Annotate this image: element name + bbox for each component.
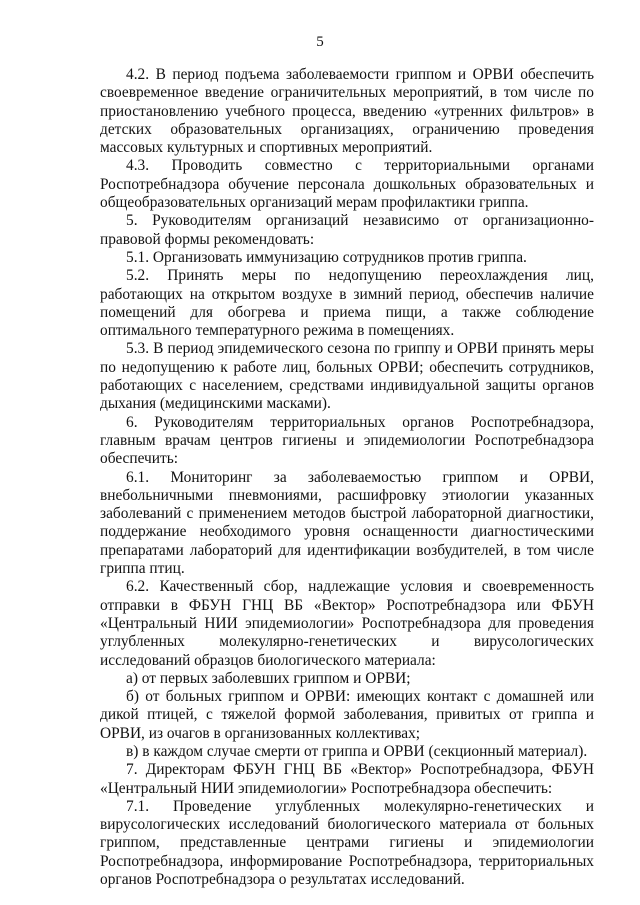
list-item-v: в) в каждом случае смерти от гриппа и ОРВИ (секционный материал).: [126, 742, 588, 760]
paragraph-4-2: 4.2. В период подъема заболеваемости гриппом и ОРВИ обеспечить своевременное введение ограничительных мероприятий, в том числе по приостановлению учебного процесса, введению «утренних фильтров» в детских образовательных организациях, ограничению проведения массовых культурных и спортивных мероприятий.: [100, 66, 594, 157]
paragraph-5-3: 5.3. В период эпидемического сезона по гриппу и ОРВИ принять меры по недопущению к работе лиц, больных ОРВИ; обеспечить сотрудников, работающих с населением, средствами индивидуальной защиты органов дыхания (медицинскими масками).: [100, 340, 594, 413]
paragraph-5-2: 5.2. Принять меры по недопущению переохлаждения лиц, работающих на открытом воздухе в зимний период, обеспечив наличие помещений для обогрева и приема пищи, а также соблюдение оптимального температурного режима в помещениях.: [100, 267, 594, 340]
paragraph-5: 5. Руководителям организаций независимо от организационно-правовой формы рекомендовать:: [100, 212, 594, 248]
paragraph-6-2: 6.2. Качественный сбор, надлежащие условия и своевременность отправки в ФБУН ГНЦ ВБ «Вектор» Роспотребнадзора или ФБУН «Центральный НИИ эпидемиологии» Роспотребнадзора для проведения углубленных молекулярно-генетических и вирусологических исследований образцов биологического материала:: [100, 578, 594, 669]
paragraph-5-1: 5.1. Организовать иммунизацию сотрудников против гриппа.: [126, 248, 527, 266]
paragraph-6-1: 6.1. Мониторинг за заболеваемостью гриппом и ОРВИ, внебольничными пневмониями, расшифровку этиологии указанных заболеваний с применением методов быстрой лабораторной диагностики, поддержание необходимого уровня оснащенности диагностическими препаратами лабораторий для идентификации возбудителей, в том числе гриппа птиц.: [100, 468, 594, 578]
paragraph-7: 7. Директорам ФБУН ГНЦ ВБ «Вектор» Роспотребнадзора, ФБУН «Центральный НИИ эпидемиологии» Роспотребнадзора обеспечить:: [100, 761, 594, 797]
document-body: [100, 66, 594, 889]
paragraph-7-1: 7.1. Проведение углубленных молекулярно-генетических и вирусологических исследований биологического материала от больных гриппом, представленные центрами гигиены и эпидемиологии Роспотребнадзора, информирование Роспотребнадзора, территориальных органов Роспотребнадзора о результатах исследований.: [100, 797, 594, 889]
paragraph-4-3: 4.3. Проводить совместно с территориальными органами Роспотребнадзора обучение персонала дошкольных образовательных и общеобразовательных организаций мерам профилактики гриппа.: [100, 157, 594, 212]
list-item-b: б) от больных гриппом и ОРВИ: имеющих контакт с домашней или дикой птицей, с тяжелой формой заболевания, привитых от гриппа и ОРВИ, из очагов в организованных коллективах;: [100, 688, 594, 742]
paragraph-6: 6. Руководителям территориальных органов Роспотребнадзора, главным врачам центров гигиены и эпидемиологии Роспотребнадзора обеспечить:: [100, 413, 594, 468]
list-item-a: а) от первых заболевших гриппом и ОРВИ;: [126, 669, 411, 687]
page-number: 5: [316, 34, 324, 50]
